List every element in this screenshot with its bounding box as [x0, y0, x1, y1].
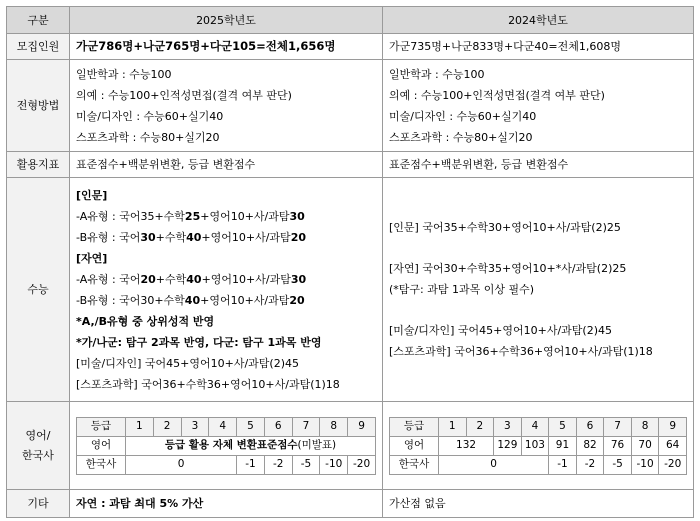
suneung-2025	[70, 178, 383, 402]
english-label-cell: 영어	[390, 436, 439, 455]
recruit-row	[7, 34, 694, 60]
grade-num: 4	[521, 417, 549, 436]
korean-score: -20	[348, 455, 376, 474]
grade-table-2024	[389, 417, 687, 475]
grade-num: 7	[604, 417, 632, 436]
english-score: 82	[576, 436, 604, 455]
grade-num: 9	[348, 417, 376, 436]
method-2025-art: 미술/디자인 : 수능60+실기40	[76, 109, 224, 123]
grade-num: 8	[631, 417, 659, 436]
header-row	[7, 7, 694, 34]
suneung-2025-humanities-head: [인문]	[76, 188, 108, 202]
korean-score: -2	[576, 455, 604, 474]
header-2025: 2025학년도	[70, 7, 383, 34]
header-category: 구분	[7, 7, 70, 34]
suneung-2025-note2: *가/나군: 탐구 2과목 반영, 다군: 탐구 1과목 반영	[76, 335, 322, 349]
suneung-2025-art: [미술/디자인] 국어45+영어10+사/과탐(2)45	[76, 356, 300, 370]
grade-label: 등급	[390, 417, 439, 436]
english-score-row-2024	[390, 436, 687, 455]
suneung-2024	[383, 178, 694, 402]
grade-num: 3	[494, 417, 522, 436]
etc-2025: 자연 : 과탐 최대 5% 가산	[70, 490, 383, 518]
english-label: 영어/ 한국사	[7, 402, 70, 490]
index-2025: 표준점수+백분위변환, 등급 변환점수	[70, 152, 383, 178]
recruit-2024: 가군735명+나군833명+다군40=전체1,608명	[383, 34, 694, 60]
english-2024	[383, 402, 694, 490]
index-row	[7, 152, 694, 178]
suneung-2025-hum-b: -B유형 : 국어30+수학40+영어10+사/과탐20	[76, 230, 307, 244]
grade-num: 3	[181, 417, 209, 436]
etc-label: 기타	[7, 490, 70, 518]
korean-score: 0	[439, 455, 549, 474]
suneung-2025-sci-a: -A유형 : 국어20+수학40+영어10+사/과탐30	[76, 272, 307, 286]
index-2024: 표준점수+백분위변환, 등급 변환점수	[383, 152, 694, 178]
grade-num: 5	[549, 417, 577, 436]
method-label: 전형방법	[7, 60, 70, 152]
method-2025-general: 일반학과 : 수능100	[76, 67, 172, 81]
method-2024-medical: 의예 : 수능100+인적성면접(결격 여부 판단)	[389, 88, 605, 102]
index-label: 활용지표	[7, 152, 70, 178]
english-2025	[70, 402, 383, 490]
english-score: 76	[604, 436, 632, 455]
korean-label-cell: 한국사	[77, 455, 126, 474]
header-2024: 2024학년도	[383, 7, 694, 34]
recruit-2025: 가군786명+나군765명+다군105=전체1,656명	[70, 34, 383, 60]
suneung-2025-note1: *A,/B유형 중 상위성적 반영	[76, 314, 215, 328]
korean-score: -5	[604, 455, 632, 474]
grade-num: 8	[320, 417, 348, 436]
comparison-table	[6, 6, 694, 518]
method-2024	[383, 60, 694, 152]
english-row	[7, 402, 694, 490]
suneung-2025-hum-a: -A유형 : 국어35+수학25+영어10+사/과탐30	[76, 209, 305, 223]
grade-num: 1	[126, 417, 154, 436]
grade-num: 2	[466, 417, 494, 436]
suneung-2024-sport: [스포츠과학] 국어36+수학36+영어10+사/과탐(1)18	[389, 345, 653, 358]
korean-score: -2	[264, 455, 292, 474]
suneung-row	[7, 178, 694, 402]
korean-score: -10	[320, 455, 348, 474]
suneung-2024-note: (*탐구: 과탐 1과목 이상 필수)	[389, 283, 535, 296]
english-score: 70	[631, 436, 659, 455]
method-2024-art: 미술/디자인 : 수능60+실기40	[389, 109, 537, 123]
korean-score-row-2024	[390, 455, 687, 474]
korean-label-cell: 한국사	[390, 455, 439, 474]
etc-row	[7, 490, 694, 518]
korean-score: -1	[549, 455, 577, 474]
english-score: 91	[549, 436, 577, 455]
method-2024-general: 일반학과 : 수능100	[389, 67, 485, 81]
suneung-2025-science-head: [자연]	[76, 251, 108, 265]
korean-score-row-2025	[77, 455, 376, 474]
etc-2024: 가산점 없음	[383, 490, 694, 518]
korean-score: -20	[659, 455, 687, 474]
grade-row-2025	[77, 417, 376, 436]
korean-score: -5	[292, 455, 320, 474]
grade-num: 4	[209, 417, 237, 436]
recruit-label: 모집인원	[7, 34, 70, 60]
grade-num: 1	[439, 417, 467, 436]
grade-num: 5	[237, 417, 265, 436]
suneung-label: 수능	[7, 178, 70, 402]
method-2025	[70, 60, 383, 152]
suneung-2024-art: [미술/디자인] 국어45+영어10+사/과탐(2)45	[389, 324, 613, 337]
suneung-2025-sport: [스포츠과학] 국어36+수학36+영어10+사/과탐(1)18	[76, 377, 340, 391]
english-score: 132	[439, 436, 494, 455]
english-score: 129	[494, 436, 522, 455]
suneung-2024-science: [자연] 국어30+수학35+영어10+*사/과탐(2)25	[389, 262, 627, 275]
korean-score: 0	[126, 455, 237, 474]
english-note-2025: 등급 활용 자체 변환표준점수(미발표)	[126, 436, 376, 455]
suneung-2025-sci-b: -B유형 : 국어30+수학40+영어10+사/과탐20	[76, 293, 305, 307]
grade-num: 9	[659, 417, 687, 436]
english-score: 103	[521, 436, 549, 455]
grade-row-2024	[390, 417, 687, 436]
english-score-row-2025	[77, 436, 376, 455]
method-row	[7, 60, 694, 152]
method-2024-sport: 스포츠과학 : 수능80+실기20	[389, 130, 533, 144]
grade-table-2025	[76, 417, 376, 475]
grade-num: 7	[292, 417, 320, 436]
korean-score: -1	[237, 455, 265, 474]
method-2025-medical: 의예 : 수능100+인적성면접(결격 여부 판단)	[76, 88, 292, 102]
grade-num: 2	[153, 417, 181, 436]
method-2025-sport: 스포츠과학 : 수능80+실기20	[76, 130, 220, 144]
grade-num: 6	[576, 417, 604, 436]
english-score: 64	[659, 436, 687, 455]
english-label-cell: 영어	[77, 436, 126, 455]
korean-score: -10	[631, 455, 659, 474]
admission-comparison	[6, 6, 693, 518]
grade-label: 등급	[77, 417, 126, 436]
grade-num: 6	[264, 417, 292, 436]
suneung-2024-humanities: [인문] 국어35+수학30+영어10+사/과탐(2)25	[389, 221, 621, 234]
